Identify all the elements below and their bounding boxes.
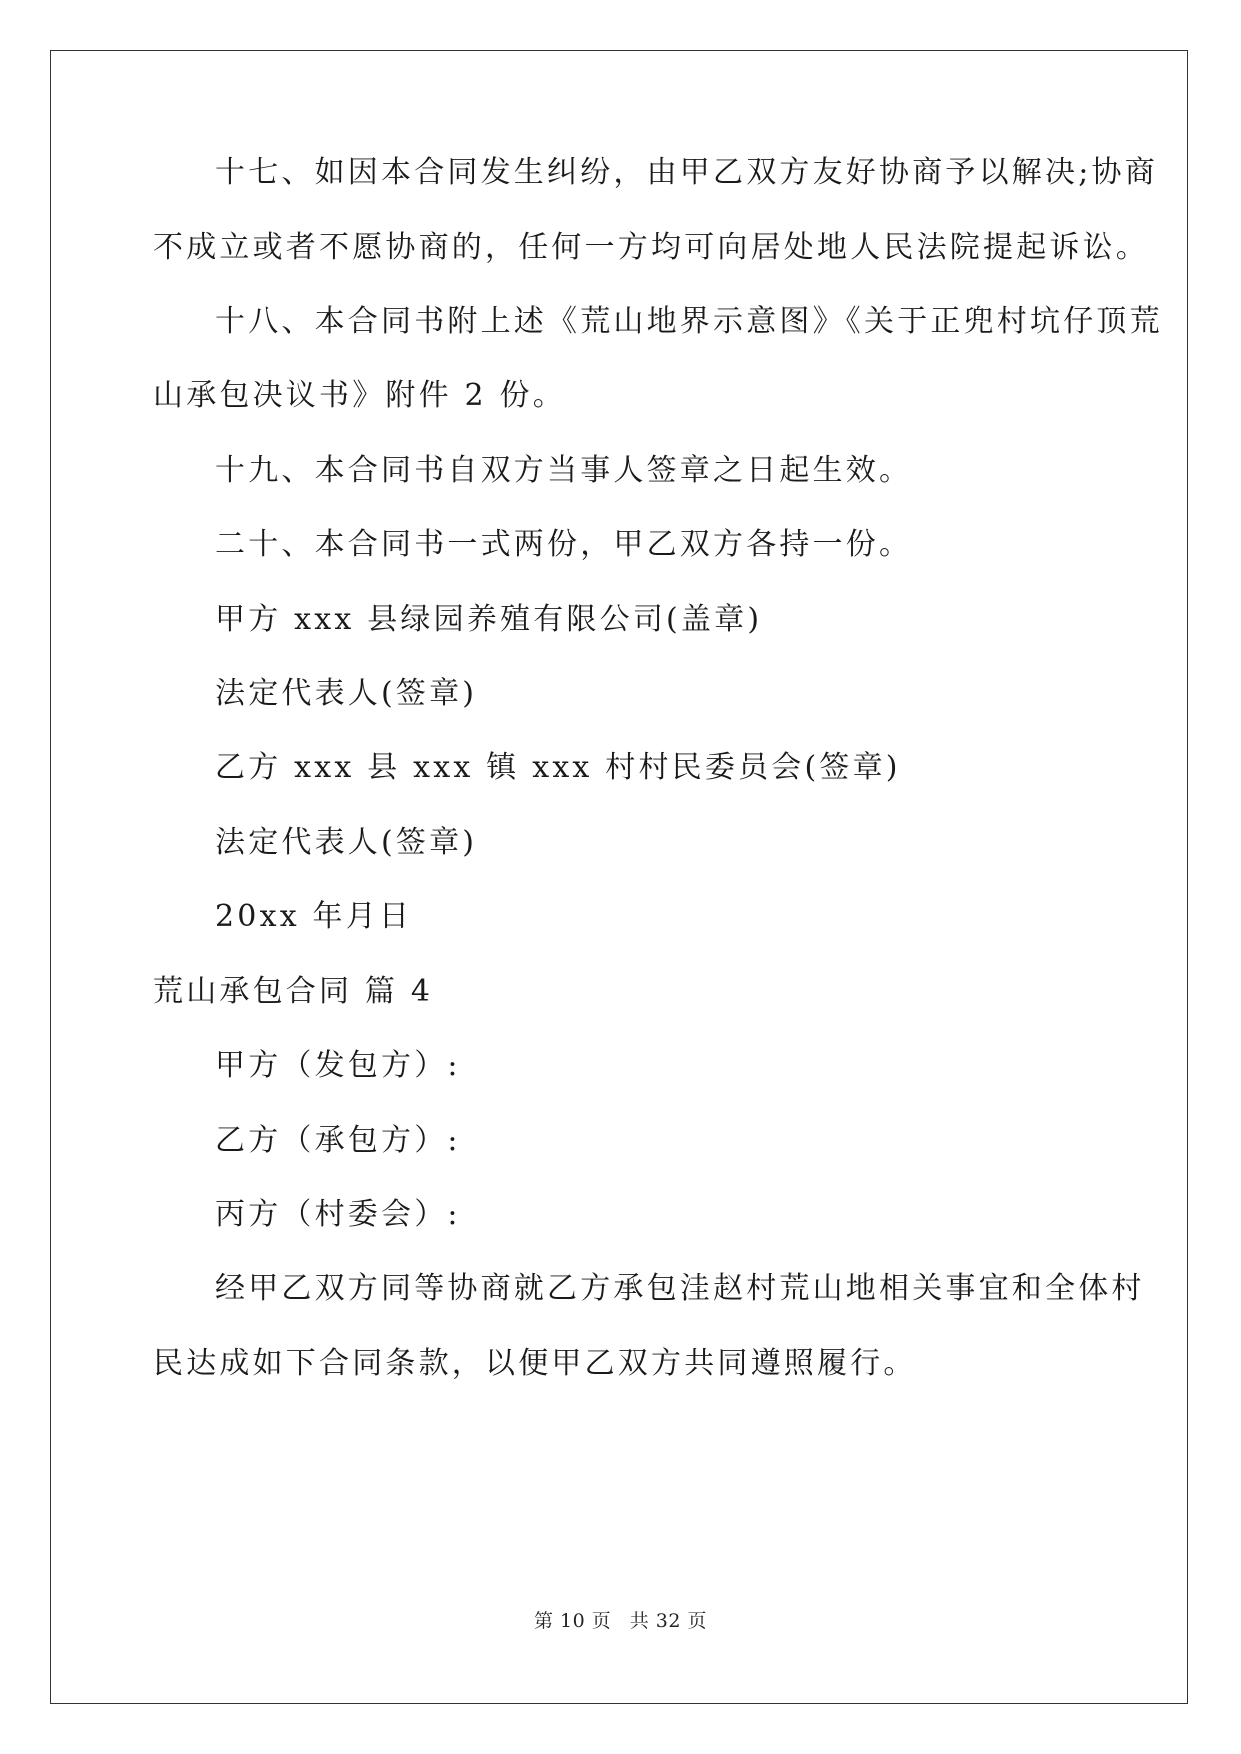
clause-17-line-1: 十七、如因本合同发生纠纷，由甲乙双方友好协商予以解决;协商 bbox=[215, 155, 1158, 190]
clause-19: 十九、本合同书自双方当事人签章之日起生效。 bbox=[215, 453, 913, 488]
page-number: 第 10 页 bbox=[533, 1610, 612, 1632]
section-heading: 荒山承包合同 篇 4 bbox=[153, 974, 434, 1009]
signing-date: 20xx 年月日 bbox=[215, 899, 413, 934]
party-b-signature: 乙方 xxx 县 xxx 镇 xxx 村村民委员会(签章) bbox=[215, 750, 901, 785]
clause-18-line-2: 山承包决议书》附件 2 份。 bbox=[153, 378, 566, 413]
intro-line-2: 民达成如下合同条款，以便甲乙双方共同遵照履行。 bbox=[153, 1346, 917, 1381]
page-border bbox=[50, 50, 1188, 1704]
clause-17-line-2: 不成立或者不愿协商的，任何一方均可向居处地人民法院提起诉讼。 bbox=[153, 230, 1149, 265]
party-a-role: 甲方（发包方）: bbox=[215, 1048, 461, 1083]
clause-18-line-1: 十八、本合同书附上述《荒山地界示意图》《关于正兜村坑仔顶荒 bbox=[215, 304, 1163, 339]
page-footer bbox=[0, 1608, 1241, 1634]
intro-line-1: 经甲乙双方同等协商就乙方承包洼赵村荒山地相关事宜和全体村 bbox=[215, 1271, 1145, 1306]
party-a-representative: 法定代表人(签章) bbox=[215, 676, 478, 711]
total-pages: 共 32 页 bbox=[629, 1610, 708, 1632]
party-b-role: 乙方（承包方）: bbox=[215, 1123, 461, 1158]
party-c-role: 丙方（村委会）: bbox=[215, 1197, 461, 1232]
party-a-signature: 甲方 xxx 县绿园养殖有限公司(盖章) bbox=[215, 602, 763, 637]
party-b-representative: 法定代表人(签章) bbox=[215, 825, 478, 860]
clause-20: 二十、本合同书一式两份，甲乙双方各持一份。 bbox=[215, 527, 913, 562]
